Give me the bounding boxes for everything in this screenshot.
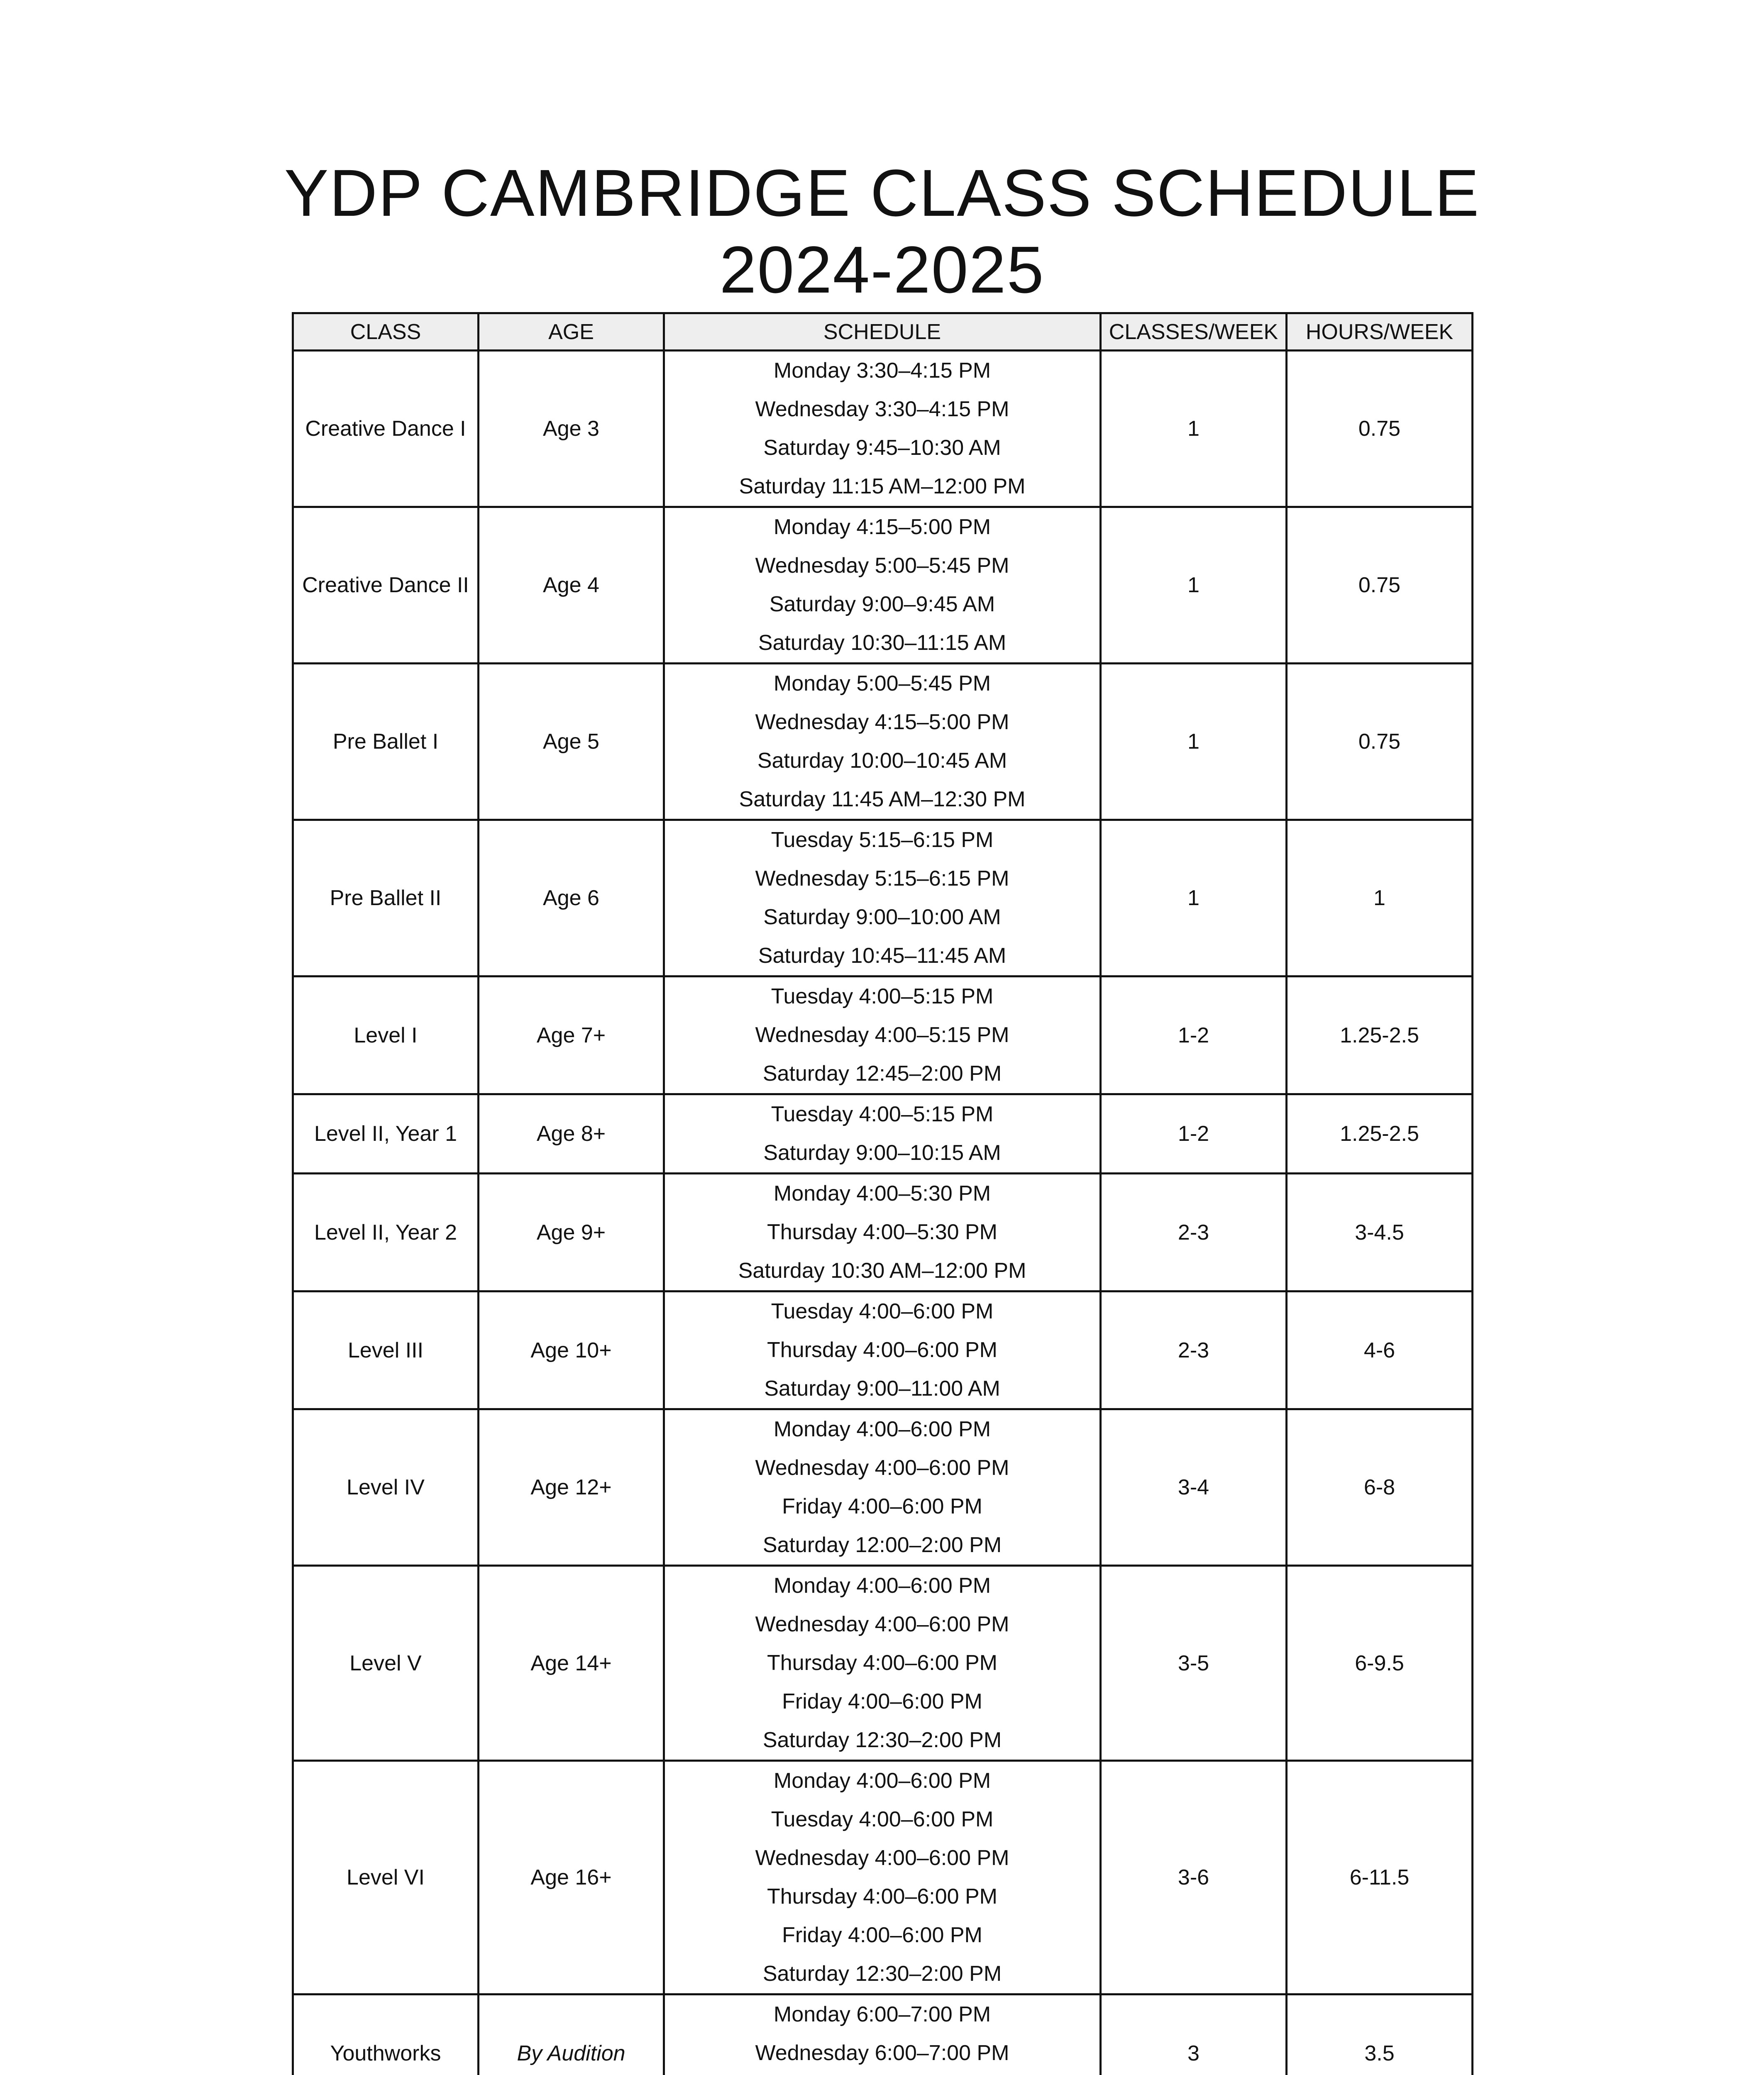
schedule-cell — [664, 820, 1101, 976]
schedule-cell — [664, 664, 1101, 820]
table-row — [293, 1409, 1473, 1566]
hours-per-week-cell: 0.75 — [1287, 664, 1473, 820]
classes-per-week-cell: 3-4 — [1101, 1409, 1287, 1566]
table-row — [293, 1566, 1473, 1761]
table-header-row — [293, 313, 1473, 351]
schedule-time-slot: Thursday 4:00–6:00 PM — [767, 1651, 997, 1675]
schedule-time-slot: Monday 4:15–5:00 PM — [773, 515, 991, 539]
table-row — [293, 351, 1473, 507]
hours-per-week-cell: 1 — [1287, 820, 1473, 976]
schedule-cell — [664, 1174, 1101, 1291]
class-name-cell: Pre Ballet I — [293, 664, 479, 820]
schedule-time-slot: Saturday 12:30–2:00 PM — [762, 1728, 1002, 1752]
table-row — [293, 664, 1473, 820]
hours-per-week-cell: 3-4.5 — [1287, 1174, 1473, 1291]
class-name-cell: Creative Dance II — [293, 507, 479, 664]
schedule-time-slot: Saturday 9:00–10:15 AM — [763, 1141, 1001, 1165]
schedule-time-slot: Monday 4:00–6:00 PM — [773, 1417, 991, 1441]
age-cell: Age 6 — [479, 820, 664, 976]
classes-per-week-cell: 2-3 — [1101, 1291, 1287, 1409]
classes-per-week-cell: 3-5 — [1101, 1566, 1287, 1761]
schedule-cell — [664, 1094, 1101, 1174]
schedule-time-slot: Monday 4:00–6:00 PM — [773, 1574, 991, 1598]
page-title: YDP CAMBRIDGE CLASS SCHEDULE — [284, 156, 1480, 230]
schedule-time-slot: Monday 3:30–4:15 PM — [773, 359, 991, 383]
schedule-cell — [664, 1994, 1101, 2075]
table-row — [293, 976, 1473, 1094]
age-cell: Age 5 — [479, 664, 664, 820]
schedule-time-slot: Monday 5:00–5:45 PM — [773, 671, 991, 696]
table-row — [293, 507, 1473, 664]
age-cell: Age 9+ — [479, 1174, 664, 1291]
schedule-time-slot: Thursday 4:00–6:00 PM — [767, 1338, 997, 1362]
schedule-time-slot: Saturday 9:00–10:00 AM — [763, 905, 1001, 929]
schedule-time-slot — [665, 2073, 1099, 2075]
header-age: AGE — [479, 313, 664, 351]
class-name-cell: Level II, Year 1 — [293, 1094, 479, 1174]
class-name-cell: Level IV — [293, 1409, 479, 1566]
table-row — [293, 1094, 1473, 1174]
hours-per-week-cell: 6-11.5 — [1287, 1761, 1473, 1994]
schedule-time-slot: Saturday 10:00–10:45 AM — [757, 749, 1007, 773]
table-body — [293, 351, 1473, 2075]
hours-per-week-cell: 3.5 — [1287, 1994, 1473, 2075]
schedule-time-slot: Monday 4:00–6:00 PM — [773, 1769, 991, 1793]
schedule-time-slot: Wednesday 5:00–5:45 PM — [755, 554, 1009, 578]
header-hours-per-week: HOURS/WEEK — [1287, 313, 1473, 351]
schedule-cell — [664, 1409, 1101, 1566]
schedule-time-slot: Saturday 12:45–2:00 PM — [762, 1062, 1002, 1086]
schedule-time-slot: Tuesday 5:15–6:15 PM — [771, 828, 994, 852]
schedule-time-slot: Thursday 4:00–5:30 PM — [767, 1220, 997, 1244]
class-name-cell: Level VI — [293, 1761, 479, 1994]
schedule-time-slot: Friday 4:00–6:00 PM — [782, 1923, 982, 1947]
age-cell: By Audition — [479, 1994, 664, 2075]
class-name-cell: Youthworks — [293, 1994, 479, 2075]
schedule-time-slot: Friday 4:00–6:00 PM — [782, 1494, 982, 1518]
class-schedule-table — [292, 312, 1473, 2075]
classes-per-week-cell: 3-6 — [1101, 1761, 1287, 1994]
classes-per-week-cell: 1-2 — [1101, 1094, 1287, 1174]
age-cell: Age 8+ — [479, 1094, 664, 1174]
schedule-time-slot: Saturday 11:15 AM–12:00 PM — [739, 474, 1026, 498]
schedule-time-slot: Saturday 9:45–10:30 AM — [763, 436, 1001, 460]
schedule-time-slot: Wednesday 4:00–6:00 PM — [755, 1612, 1009, 1636]
schedule-time-slot: Tuesday 4:00–6:00 PM — [771, 1299, 994, 1323]
schedule-time-slot: Saturday 11:45 AM–12:30 PM — [739, 787, 1026, 811]
schedule-time-slot: Saturday 9:00–11:00 AM — [764, 1377, 1000, 1401]
schedule-cell — [664, 1566, 1101, 1761]
schedule-time-slot: Wednesday 5:15–6:15 PM — [755, 867, 1009, 891]
schedule-time-slot: Wednesday 4:00–5:15 PM — [755, 1023, 1009, 1047]
age-cell: Age 14+ — [479, 1566, 664, 1761]
schedule-time-slot: Saturday 10:30 AM–12:00 PM — [738, 1259, 1026, 1283]
class-name-cell: Level V — [293, 1566, 479, 1761]
schedule-time-slot: Saturday 10:30–11:15 AM — [758, 631, 1007, 655]
schedule-cell — [664, 1761, 1101, 1994]
table-row — [293, 1291, 1473, 1409]
table-row — [293, 1761, 1473, 1994]
hours-per-week-cell: 6-8 — [1287, 1409, 1473, 1566]
schedule-time-slot: Tuesday 4:00–6:00 PM — [771, 1807, 994, 1831]
header-class: CLASS — [293, 313, 479, 351]
classes-per-week-cell: 1 — [1101, 664, 1287, 820]
schedule-time-slot: Wednesday 6:00–7:00 PM — [755, 2041, 1009, 2065]
age-cell: Age 3 — [479, 351, 664, 507]
schedule-time-slot: Tuesday 4:00–5:15 PM — [771, 984, 994, 1008]
header-classes-per-week: CLASSES/WEEK — [1101, 313, 1287, 351]
schedule-time-slot: Saturday 10:45–11:45 AM — [758, 944, 1007, 968]
age-cell: Age 4 — [479, 507, 664, 664]
hours-per-week-cell: 0.75 — [1287, 507, 1473, 664]
age-cell: Age 12+ — [479, 1409, 664, 1566]
schedule-time-slot: Friday 4:00–6:00 PM — [782, 1689, 982, 1714]
schedule-cell — [664, 507, 1101, 664]
table-row — [293, 1174, 1473, 1291]
classes-per-week-cell: 1 — [1101, 507, 1287, 664]
header-schedule: SCHEDULE — [664, 313, 1101, 351]
hours-per-week-cell: 1.25-2.5 — [1287, 1094, 1473, 1174]
classes-per-week-cell: 2-3 — [1101, 1174, 1287, 1291]
age-cell: Age 16+ — [479, 1761, 664, 1994]
classes-per-week-cell: 1-2 — [1101, 976, 1287, 1094]
page-subtitle-year: 2024-2025 — [719, 232, 1045, 307]
schedule-time-slot: Wednesday 4:00–6:00 PM — [755, 1456, 1009, 1480]
schedule-time-slot: Tuesday 4:00–5:15 PM — [771, 1102, 994, 1126]
classes-per-week-cell: 1 — [1101, 820, 1287, 976]
schedule-time-slot: Thursday 4:00–6:00 PM — [767, 1885, 997, 1909]
table-row — [293, 820, 1473, 976]
classes-per-week-cell: 1 — [1101, 351, 1287, 507]
schedule-cell — [664, 351, 1101, 507]
class-name-cell: Pre Ballet II — [293, 820, 479, 976]
table-row — [293, 1994, 1473, 2075]
schedule-time-slot: Monday 4:00–5:30 PM — [773, 1182, 991, 1206]
schedule-time-slot: Saturday 12:30–2:00 PM — [762, 1962, 1002, 1986]
schedule-time-slot: Monday 6:00–7:00 PM — [773, 2002, 991, 2026]
classes-per-week-cell: 3 — [1101, 1994, 1287, 2075]
class-name-cell: Level I — [293, 976, 479, 1094]
hours-per-week-cell: 4-6 — [1287, 1291, 1473, 1409]
class-name-cell: Level II, Year 2 — [293, 1174, 479, 1291]
schedule-time-slot: Wednesday 4:15–5:00 PM — [755, 710, 1009, 734]
schedule-time-slot: Saturday 12:00–2:00 PM — [762, 1533, 1002, 1557]
schedule-cell — [664, 976, 1101, 1094]
hours-per-week-cell: 0.75 — [1287, 351, 1473, 507]
schedule-cell — [664, 1291, 1101, 1409]
schedule-time-slot: Wednesday 3:30–4:15 PM — [755, 397, 1009, 421]
schedule-time-slot: Saturday 9:00–9:45 AM — [769, 592, 995, 616]
hours-per-week-cell: 1.25-2.5 — [1287, 976, 1473, 1094]
schedule-time-slot: Wednesday 4:00–6:00 PM — [755, 1846, 1009, 1870]
age-cell: Age 7+ — [479, 976, 664, 1094]
class-name-cell: Level III — [293, 1291, 479, 1409]
class-name-cell: Creative Dance I — [293, 351, 479, 507]
hours-per-week-cell: 6-9.5 — [1287, 1566, 1473, 1761]
age-cell: Age 10+ — [479, 1291, 664, 1409]
